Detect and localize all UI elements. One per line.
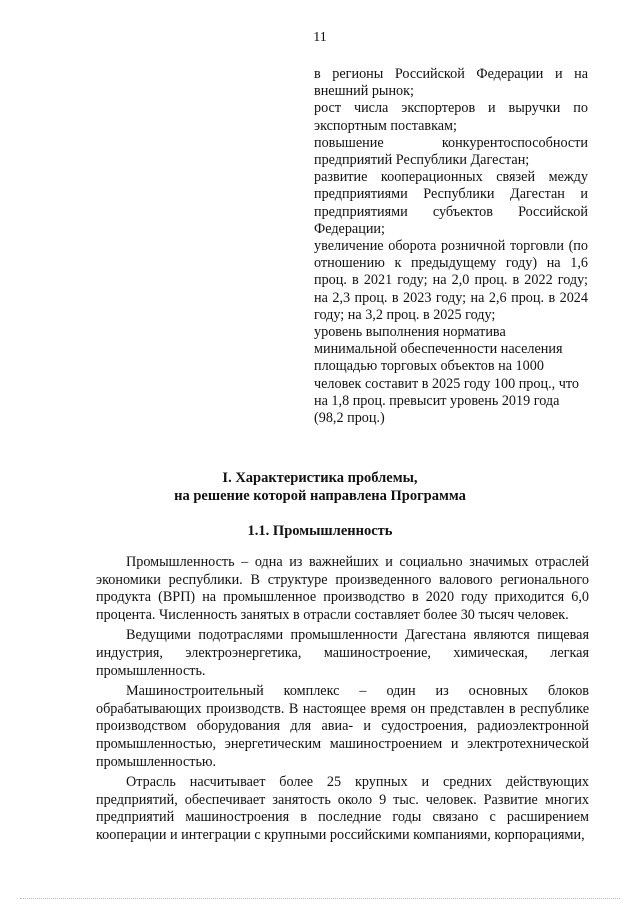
- paragraph: Машиностроительный комплекс – один из основных блоков обрабатывающих производств. В настоящее время он представлен в республике производством оборудования для авиа- и судостроения, радиоэлектронной промышленностью, энергетическим машиностроением и электротехнической промышленностью.: [96, 683, 589, 770]
- section-heading: [0, 469, 640, 505]
- body-text: [96, 554, 589, 848]
- paragraph: Промышленность – одна из важнейших и социально значимых отраслей экономики республики. В структуре произведенного валового регионального продукта (ВРП) на промышленное производство в 2020 году приходится 6,0 процента. Численность занятых в отрасли составляет более 30 тысяч человек.: [96, 554, 589, 623]
- list-item: рост числа экспортеров и выручки по экспортным поставкам;: [314, 100, 588, 134]
- list-item: увеличение оборота розничной торговли (по отношению к предыдущему году) на 1,6 проц. в 2021 году; на 2,0 проц. в 2022 году; на 2,3 проц. в 2023 году; на 2,6 проц. в 2024 году; на 3,2 проц. в 2025 году;: [314, 238, 588, 323]
- section-heading-line2: на решение которой направлена Программа: [174, 488, 466, 504]
- list-item: повышение конкурентоспособности предприятий Республики Дагестан;: [314, 134, 588, 169]
- page-number: 11: [313, 30, 327, 45]
- list-item: развитие кооперационных связей между предприятиями Республики Дагестан и предприятиями субъектов Российской Федерации;: [314, 169, 588, 237]
- paragraph: Отрасль насчитывает более 25 крупных и средних действующих предприятий, обеспечивает занятость около 9 тыс. человек. Развитие многих предприятий машиностроения в последние годы связано с расширением кооперации и интеграции с крупными российскими компаниями, корпорациями,: [96, 774, 589, 843]
- paragraph: Ведущими подотраслями промышленности Дагестана являются пищевая индустрия, электроэнергетика, машиностроение, химическая, легкая промышленность.: [96, 627, 589, 679]
- section-heading-line1: I. Характеристика проблемы,: [222, 470, 418, 486]
- scan-edge-marks: [20, 896, 620, 899]
- list-item: в регионы Российской Федерации и на внешний рынок;: [314, 66, 588, 100]
- subsection-heading: 1.1. Промышленность: [247, 523, 393, 539]
- target-indicators-list: [314, 66, 588, 427]
- list-item: уровень выполнения норматива минимальной обеспеченности населения площадью торговых объектов на 1000 человек составит в 2025 году 100 проц., что на 1,8 проц. превысит уровень 2019 года (98,2 проц.): [314, 324, 579, 427]
